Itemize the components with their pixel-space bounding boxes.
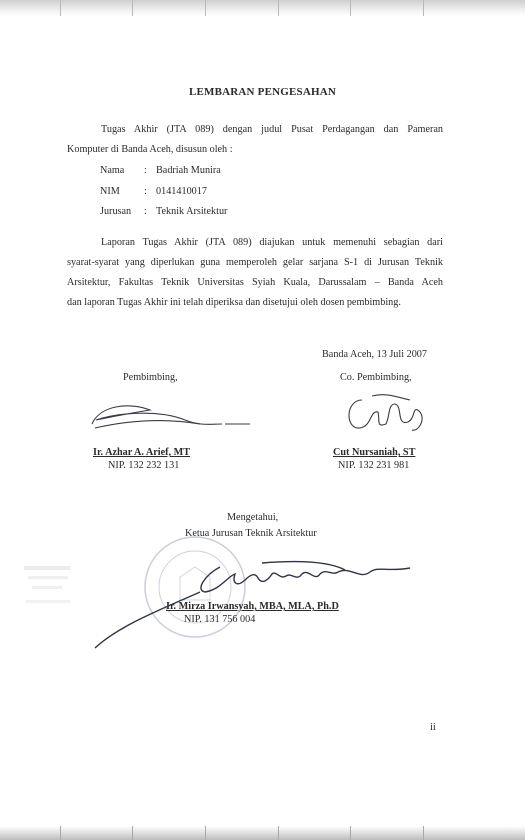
page-number: ii [430,722,436,733]
info-label: Nama [100,165,125,176]
student-info [100,161,227,223]
co-supervisor-signature [349,395,422,431]
info-value: Badriah Munira [156,165,221,176]
body-line: Arsitektur, Fakultas Teknik Universitas Syiah Kuala, Darussalam – Banda Aceh [67,277,443,288]
intro-line: Komputer di Banda Aceh, disusun oleh : [67,144,233,155]
co-supervisor-name: Cut Nursaniah, ST [333,447,416,458]
co-supervisor-role: Co. Pembimbing, [340,372,412,383]
page-title: LEMBARAN PENGESAHAN [188,86,337,98]
info-value: 0141410017 [156,185,207,197]
info-row-name [100,161,227,182]
scan-border-bottom [0,826,525,840]
info-row-jurusan [100,202,227,223]
info-label: NIM [100,185,120,197]
intro-line: Tugas Akhir (JTA 089) dengan judul Pusat Perdagangan dan Pameran [101,124,443,135]
info-separator: : [144,165,147,176]
co-supervisor-nip: NIP. 132 231 981 [338,460,410,471]
supervisor-nip: NIP. 132 232 131 [108,460,180,471]
intro-paragraph [67,120,443,160]
head-name: Ir. Mirza Irwansyah, MBA, MLA, Ph.D [166,601,339,612]
supervisor-name: Ir. Azhar A. Arief, MT [93,447,191,458]
supervisor-signature [92,406,250,428]
head-nip: NIP. 131 756 004 [184,614,256,625]
faculty-stamp [140,532,250,642]
info-separator: : [144,206,147,217]
acknowledged-label: Mengetahui, [227,512,279,523]
body-line: syarat-syarat yang diperlukan guna memperoleh gelar sarjana S-1 di Jurusan Teknik [67,257,443,268]
body-paragraph [67,233,443,313]
info-row-nim [100,182,227,203]
head-role: Ketua Jurusan Teknik Arsitektur [185,528,317,539]
info-separator: : [144,185,147,197]
body-line: dan laporan Tugas Akhir ini telah diperiksa dan disetujui oleh dosen pembimbing. [67,297,401,308]
body-line: Laporan Tugas Akhir (JTA 089) diajukan untuk memenuhi sebagian dari [101,237,443,248]
supervisor-role: Pembimbing, [123,372,178,383]
margin-stamp-mark [22,560,82,630]
info-value: Teknik Arsitektur [156,206,228,217]
place-date: Banda Aceh, 13 Juli 2007 [322,349,427,360]
scan-border-top [0,0,525,16]
info-label: Jurusan [100,206,132,217]
